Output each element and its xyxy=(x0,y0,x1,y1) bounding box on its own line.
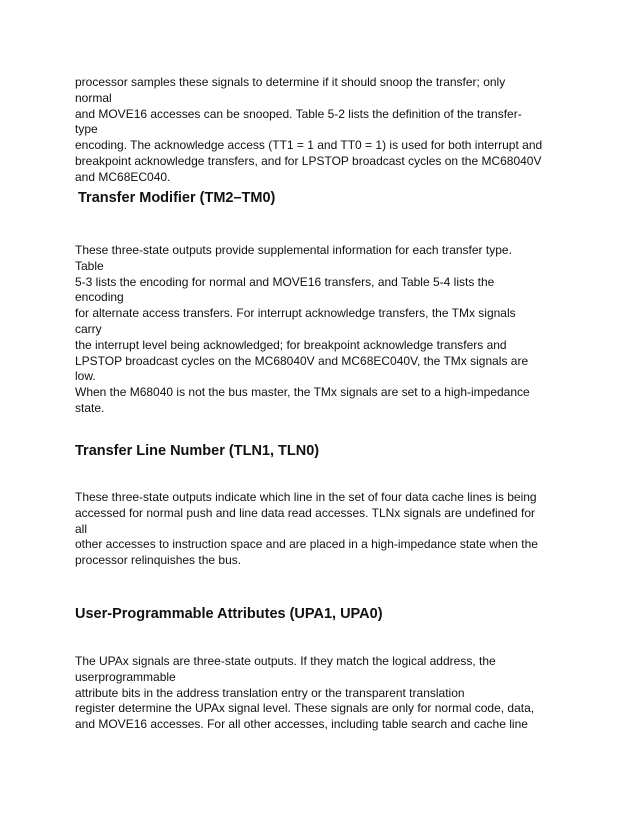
text-line: The UPAx signals are three-state outputs. If they match the logical address, the xyxy=(75,654,496,668)
text-line: other accesses to instruction space and are placed in a high-impedance state when the xyxy=(75,537,538,552)
text-line: normal xyxy=(75,90,112,105)
text-line: all xyxy=(75,521,88,536)
text-line: and MOVE16 accesses. For all other accesses, including table search and cache line xyxy=(75,717,528,732)
paragraph-snoop-intro xyxy=(75,75,575,186)
text-line: breakpoint acknowledge transfers, and for LPSTOP broadcast cycles on the MC68040V xyxy=(75,153,542,168)
text-line: register determine the UPAx signal level. These signals are only for normal code, data, xyxy=(75,701,535,716)
text-line: These three-state outputs provide supplemental information for each transfer type. xyxy=(75,243,512,257)
paragraph-transfer-modifier xyxy=(75,243,575,417)
text-line: attribute bits in the address translation entry or the transparent translation xyxy=(75,685,465,700)
text-line: When the M68040 is not the bus master, the TMx signals are set to a high-impedance xyxy=(75,385,530,400)
text-line: for alternate access transfers. For interrupt acknowledge transfers, the TMx signals xyxy=(75,306,516,321)
text-line: low. xyxy=(75,369,96,384)
text-line: encoding xyxy=(75,290,124,305)
text-line: processor samples these signals to determine if it should snoop the transfer; only xyxy=(75,75,506,89)
text-line: accessed for normal push and line data read accesses. TLNx signals are undefined for xyxy=(75,505,536,520)
text-line: type xyxy=(75,122,98,137)
text-line: the interrupt level being acknowledged; for breakpoint acknowledge transfers and xyxy=(75,337,507,352)
text-line: processor relinquishes the bus. xyxy=(75,553,242,568)
heading-transfer-modifier: Transfer Modifier (TM2–TM0) xyxy=(78,190,276,206)
heading-transfer-line-number: Transfer Line Number (TLN1, TLN0) xyxy=(75,443,320,459)
text-line: carry xyxy=(75,321,102,336)
text-line: 5-3 lists the encoding for normal and MOVE16 transfers, and Table 5-4 lists the xyxy=(75,274,495,289)
paragraph-transfer-line-number xyxy=(75,490,575,569)
text-line: Table xyxy=(75,258,104,273)
text-line: These three-state outputs indicate which line in the set of four data cache lines is being xyxy=(75,490,537,504)
text-line: state. xyxy=(75,400,105,415)
text-line: LPSTOP broadcast cycles on the MC68040V and MC68EC040V, the TMx signals are xyxy=(75,353,529,368)
text-line: and MC68EC040. xyxy=(75,169,171,184)
text-line: and MOVE16 accesses can be snooped. Table 5-2 lists the definition of the transfer- xyxy=(75,106,522,121)
text-line: encoding. The acknowledge access (TT1 = 1 and TT0 = 1) is used for both interrupt and xyxy=(75,138,543,153)
heading-user-programmable-attributes: User-Programmable Attributes (UPA1, UPA0) xyxy=(75,606,383,622)
paragraph-user-programmable-attributes xyxy=(75,654,575,733)
text-line: userprogrammable xyxy=(75,669,176,684)
